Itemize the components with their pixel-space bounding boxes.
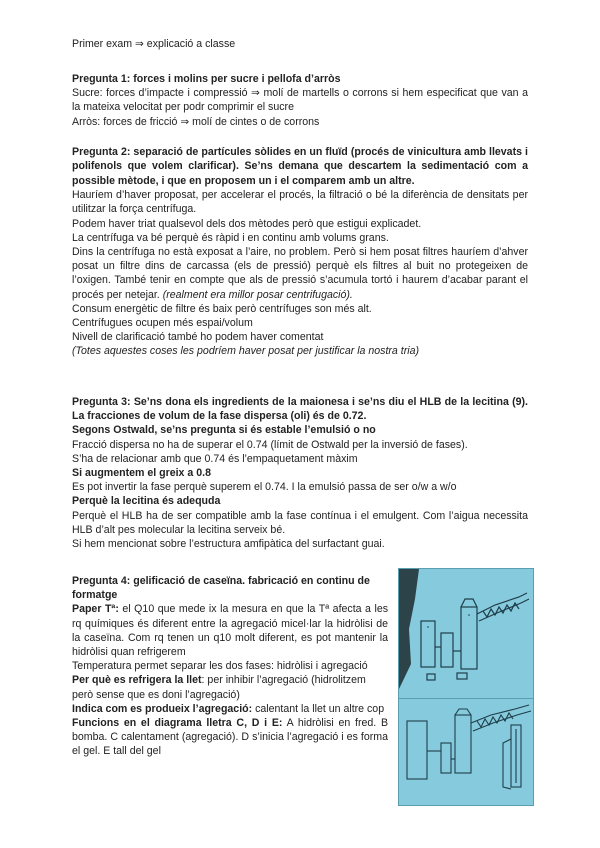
question-4-label: Per què es refrigera la llet [72, 674, 202, 687]
question-4-functions [72, 716, 388, 759]
question-3-line: Perquè el HLB ha de ser compatible amb la fase contínua i el emulgent. Com l’aigua necessita HLB d’alt pes molecular la lecitina serveix bé. [72, 509, 528, 536]
question-3 [72, 395, 528, 551]
question-4-text: A hidròlisi en fred. B bomba. C calentament (agregació). D s’inicia l’agregació i es forma el gel. E tall del gel [72, 717, 389, 758]
question-3-line: Si hem mencionat sobre l’estructura amfipàtica del surfactant guai. [72, 538, 385, 551]
question-2-closing-note: (Totes aquestes coses les podríem haver posat per justificar la nostra tria) [72, 345, 420, 358]
question-2-paragraph: Nivell de clarificació també ho podem haver comentat [72, 331, 324, 344]
question-4-aggregation [72, 702, 388, 716]
question-2-paragraph: Centrífugues ocupen més espai/volum [72, 317, 253, 330]
document-header: Primer exam ⇒ explicació a classe [72, 38, 236, 50]
question-4-line: Temperatura permet separar les dos fases: hidròlisi i agregació [72, 660, 368, 673]
question-4-label: Indica com es produeix l’agregació: [72, 702, 253, 715]
question-2-paragraph [72, 245, 528, 302]
question-3-subheading: Si augmentem el greix a 0.8 [72, 467, 211, 480]
question-3-subheading: Segons Ostwald, se’ns pregunta si és estable l’emulsió o no [72, 424, 376, 437]
question-4-text: calentant la llet un altre cop [255, 702, 385, 715]
question-2-title: Pregunta 2: separació de partícules sòlides en un fluïd (procés de vinicultura amb llevats i polifenols que volem clarificar). Se’ns demana que descartem la sedimentació com a possible mètode, i que en proposem un i el comparem amb un altre. [72, 146, 528, 187]
question-2-paragraph: Consum energètic de filtre és baix però centrífuges son més alt. [72, 302, 372, 315]
question-2-paragraph: Hauríem d’haver proposat, per accelerar el procés, la filtració o bé la diferència de densitats per utilitzar la força centrífuga. [72, 189, 528, 216]
question-4-label: Paper Tª: [72, 603, 119, 616]
question-2 [72, 145, 528, 359]
process-diagram-2 [399, 699, 533, 805]
question-4-label: Funcions en el diagrama lletra C, D i E: [72, 717, 283, 730]
question-1-title: Pregunta 1: forces i molins per sucre i pellofa d’arròs [72, 73, 341, 85]
question-2-paragraph: Podem haver triat qualsevol dels dos mètodes però que estigui explicadet. [72, 217, 422, 230]
process-diagram-1 [399, 569, 533, 698]
question-2-italic-note: (realment era millor posar centrifugació). [162, 288, 353, 301]
question-1-line: Arròs: forces de fricció ⇒ molí de cintes o de corrons [72, 115, 320, 128]
question-4-title: Pregunta 4: gelificació de caseïna. fabricació en continu de formatge [72, 575, 370, 602]
question-4-text: : per inhibir l’agregació (hidrolitzem però sense que es doni l’agregació) [72, 674, 366, 701]
question-4-refrigeration [72, 673, 388, 701]
question-3-title: Pregunta 3: Se’ns dona els ingredients de la maionesa i se’ns diu el HLB de la lecitina (9). La fracciones de volum de la fase dispersa (oli) és de 0.72. [72, 396, 528, 423]
diagram-photo-2 [398, 698, 534, 806]
question-4-text: el Q10 que mede ix la mesura en que la Tª afecta a les rq químiques és diferent entre la agregació micel·lar la hidròlisi de la caseïna. Com rq tenen un q10 molt diferent, es pot mantenir la hidròlisi quan refrigerem [72, 603, 389, 659]
question-4 [72, 574, 388, 759]
question-1-line: Sucre: forces d’impacte i compressió ⇒ molí de martells o corrons si hem especificat que van a la mateixa velocitat per podr comprimir el sucre [72, 87, 528, 114]
question-4-paper-temperature [72, 602, 388, 659]
question-3-subheading: Perquè la lecitina és adequda [72, 495, 221, 508]
question-3-line: Fracció dispersa no ha de superar el 0.74 (límit de Ostwald per la inversió de fases). [72, 438, 468, 451]
question-3-line: Es pot invertir la fase perquè superem el 0.74. I la emulsió passa de ser o/w a w/o [72, 481, 457, 494]
question-2-paragraph: La centrífuga va bé perquè és ràpid i en continu amb volums grans. [72, 231, 389, 244]
question-2-text: Dins la centrífuga no està exposat a l’aire, no problem. Però si hem posat filtres hauríem d’ahver posat un filtre dins de carcassa (els de pressió) perquè els filtres al buit no protegeixen de l’oxigen. També tenir en compte que als de pressió s’acumula tortó i haurem d’acabar parant el procés per netejar. [72, 246, 528, 301]
question-1 [72, 72, 528, 129]
diagram-photo-1 [398, 568, 534, 699]
question-3-line: S’ha de relacionar amb que 0.74 és l’empaquetament màxim [72, 452, 358, 465]
